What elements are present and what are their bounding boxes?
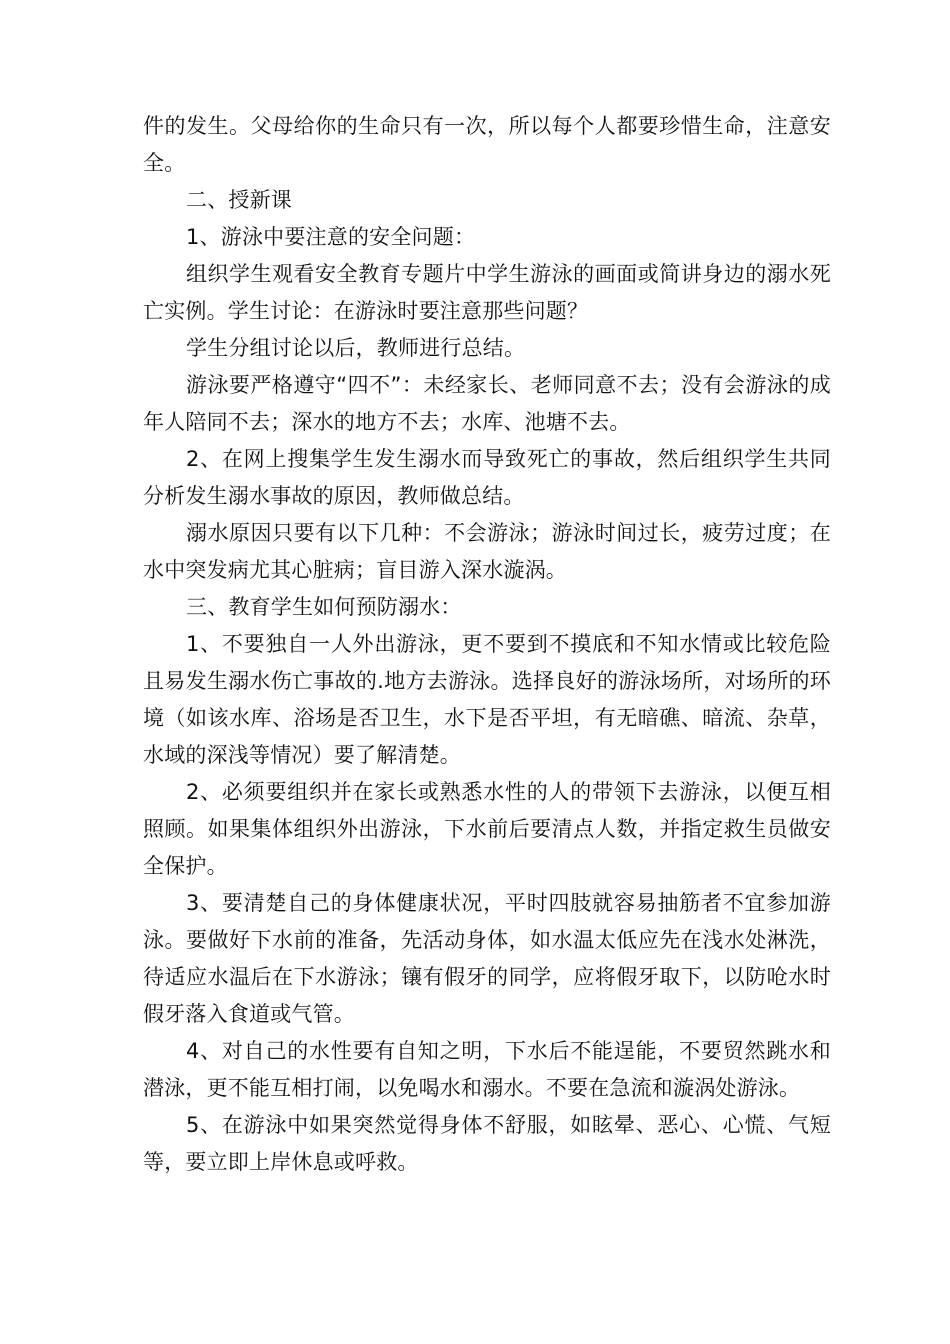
- paragraph-collect-cases: 2、在网上搜集学生发生溺水而导致死亡的事故，然后组织学生共同分析发生溺水事故的原因，教师做总结。: [143, 447, 831, 508]
- paragraph-rule-1: 1、不要独自一人外出游泳，更不要到不摸底和不知水情或比较危险且易发生溺水伤亡事故的.地方去游泳。选择良好的游泳场所，对场所的环境（如该水库、浴场是否卫生，水下是否平坦，有无暗礁、暗流、杂草，水域的深浅等情况）要了解清楚。: [143, 632, 831, 767]
- paragraph-four-nos: 游泳要严格遵守“四不”：未经家长、老师同意不去；没有会游泳的成年人陪同不去；深水的地方不去；水库、池塘不去。: [143, 373, 831, 434]
- paragraph-watch-video: 组织学生观看安全教育专题片中学生游泳的画面或简讲身边的溺水死亡实例。学生讨论：在游泳时要注意那些问题？: [143, 262, 831, 323]
- paragraph-rule-4: 4、对自己的水性要有自知之明，下水后不能逞能，不要贸然跳水和潜泳，更不能互相打闹，以免喝水和溺水。不要在急流和漩涡处游泳。: [143, 1039, 831, 1100]
- paragraph-rule-2: 2、必须要组织并在家长或熟悉水性的人的带领下去游泳，以便互相照顾。如果集体组织外出游泳，下水前后要清点人数，并指定救生员做安全保护。: [143, 780, 831, 878]
- paragraph-continuation: 件的发生。父母给你的生命只有一次，所以每个人都要珍惜生命，注意安全。: [143, 114, 831, 175]
- paragraph-drowning-causes: 溺水原因只要有以下几种：不会游泳；游泳时间过长，疲劳过度；在水中突发病尤其心脏病；盲目游入深水漩涡。: [143, 521, 831, 582]
- paragraph-rule-3: 3、要清楚自己的身体健康状况，平时四肢就容易抽筋者不宜参加游泳。要做好下水前的准备，先活动身体，如水温太低应先在浅水处淋洗，待适应水温后在下水游泳；镶有假牙的同学，应将假牙取下，以防呛水时假牙落入食道或气管。: [143, 891, 831, 1026]
- section-heading-new-lesson: 二、授新课: [186, 188, 292, 212]
- subheading-swimming-safety: 1、游泳中要注意的安全问题：: [186, 225, 476, 249]
- paragraph-group-discussion: 学生分组讨论以后，教师进行总结。: [186, 336, 526, 360]
- section-heading-prevention: 三、教育学生如何预防溺水：: [186, 595, 462, 619]
- paragraph-rule-5: 5、在游泳中如果突然觉得身体不舒服，如眩晕、恶心、心慌、气短等，要立即上岸休息或呼救。: [143, 1113, 831, 1174]
- document-body: [143, 108, 831, 1181]
